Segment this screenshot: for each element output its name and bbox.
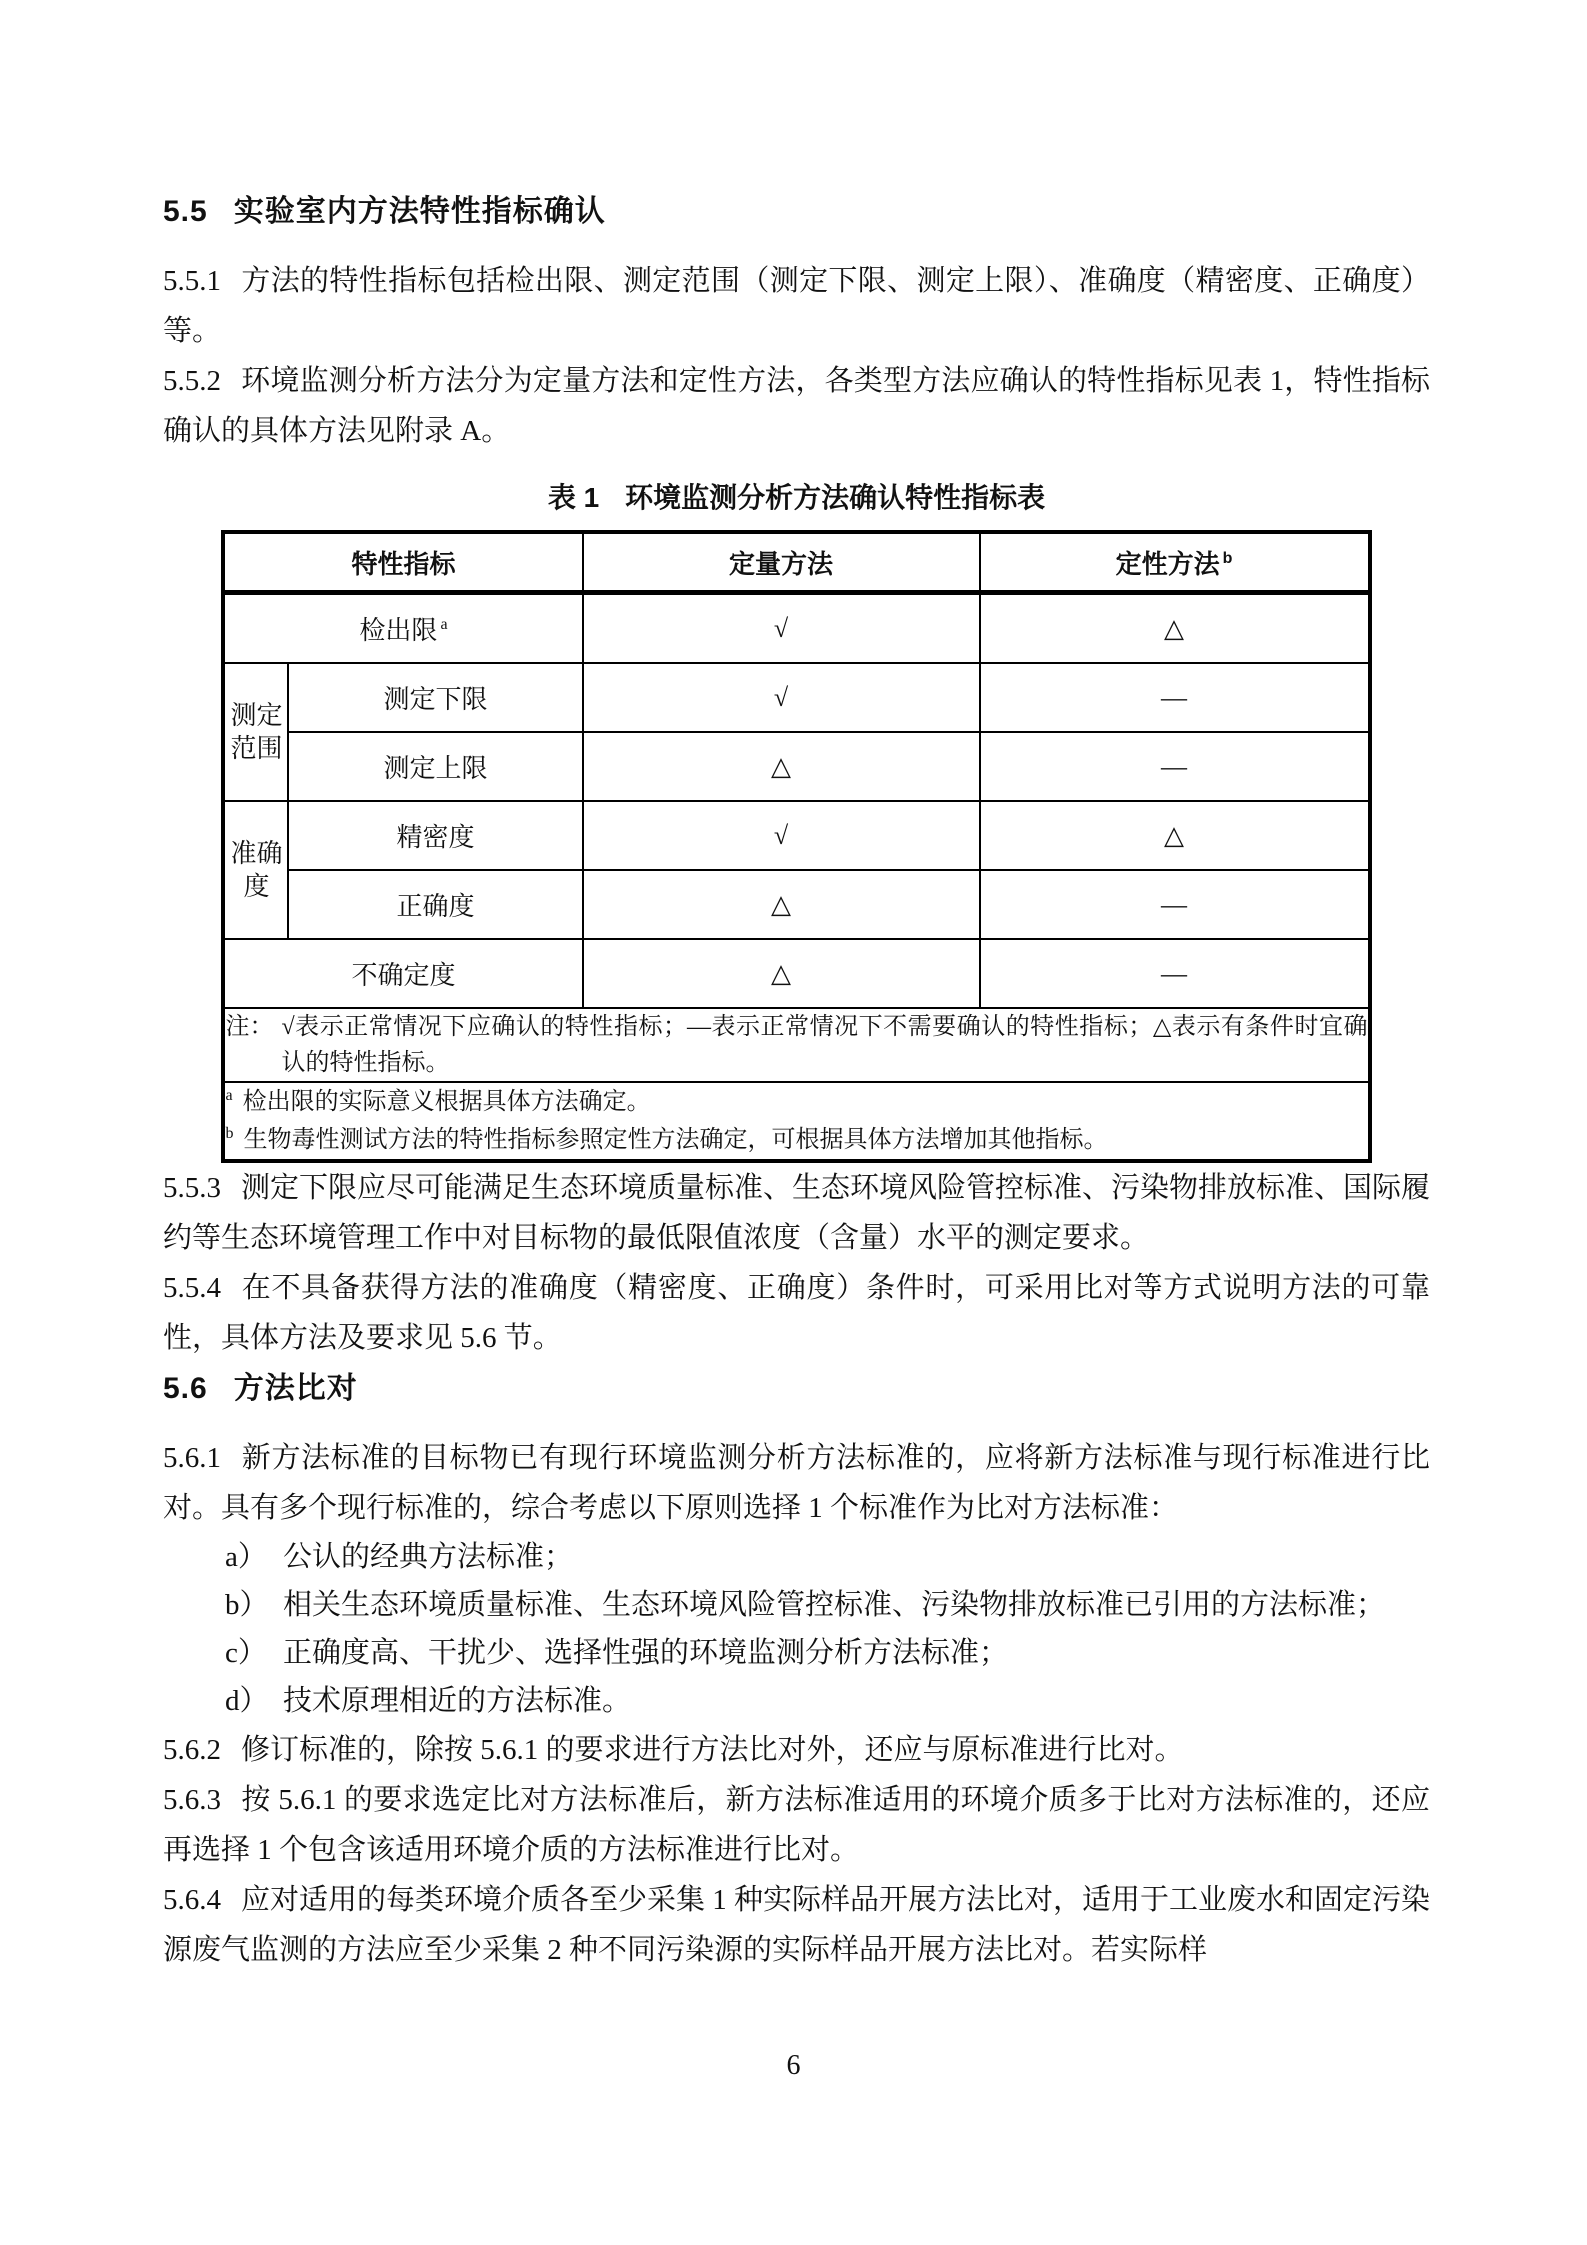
paragraph-5-6-2	[163, 1725, 1430, 1775]
page-number: 6	[786, 2050, 801, 2081]
footnote-a	[225, 1083, 1367, 1121]
paragraph-number: 5.5.1	[163, 265, 221, 297]
table-row-trueness	[223, 870, 1369, 939]
paragraph-text: 方法的特性指标包括检出限、测定范围（测定下限、测定上限）、准确度（精密度、正确度）等。	[163, 265, 1430, 347]
cell-quantitative-value: √	[583, 801, 980, 870]
section-title: 方法比对	[233, 1372, 358, 1405]
list-item-label: c）	[225, 1637, 267, 1669]
cell-quantitative-value: △	[583, 939, 980, 1008]
paragraph-number: 5.6.1	[163, 1442, 221, 1474]
paragraph-number: 5.6.3	[163, 1784, 221, 1816]
header-cell-indicator	[223, 532, 582, 593]
paragraph-5-6-1	[163, 1433, 1430, 1533]
header-label: 特性指标	[351, 548, 456, 579]
cell-label: 测定下限	[288, 663, 582, 732]
paragraph-text: 新方法标准的目标物已有现行环境监测分析方法标准的，应将新方法标准与现行标准进行比对。具有多个现行标准的，综合考虑以下原则选择 1 个标准作为比对方法标准：	[163, 1442, 1430, 1524]
paragraph-text: 修订标准的，除按 5.6.1 的要求进行方法比对外，还应与原标准进行比对。	[241, 1734, 1184, 1766]
cell-quantitative-value: √	[583, 593, 980, 664]
list-item-b	[225, 1581, 1430, 1629]
row-label: 检出限	[359, 616, 438, 645]
table-row-precision	[223, 801, 1369, 870]
list-item-c	[225, 1629, 1430, 1677]
cell-qualitative-value: —	[980, 939, 1370, 1008]
paragraph-number: 5.6.2	[163, 1734, 221, 1766]
note-label: 注：	[225, 1014, 274, 1040]
cell-label: 测定上限	[288, 732, 582, 801]
header-cell-quantitative	[583, 532, 980, 593]
list-item-text: 相关生态环境质量标准、生态环境风险管控标准、污染物排放标准已引用的方法标准；	[283, 1589, 1386, 1621]
cell-quantitative-value: √	[583, 663, 980, 732]
list-item-text: 正确度高、干扰少、选择性强的环境监测分析方法标准；	[283, 1637, 1009, 1669]
cell-quantitative-value: △	[583, 732, 980, 801]
section-number: 5.5	[163, 195, 208, 228]
paragraph-text: 环境监测分析方法分为定量方法和定性方法，各类型方法应确认的特性指标见表 1，特性指标确认的具体方法见附录 A。	[163, 365, 1430, 447]
table-caption	[163, 476, 1430, 516]
table-caption-title: 环境监测分析方法确认特性指标表	[625, 482, 1046, 513]
list-item-text: 公认的经典方法标准；	[283, 1541, 574, 1573]
list-item-label: b）	[225, 1589, 269, 1621]
paragraph-5-6-4	[163, 1875, 1430, 1975]
footnote-a-text: 检出限的实际意义根据具体方法确定。	[242, 1089, 651, 1115]
table-header-row	[223, 532, 1369, 593]
paragraph-text: 应对适用的每类环境介质各至少采集 1 种实际样品开展方法比对，适用于工业废水和固定污染源废气监测的方法应至少采集 2 种不同污染源的实际样品开展方法比对。若实际样	[163, 1884, 1431, 1966]
paragraph-text: 在不具备获得方法的准确度（精密度、正确度）条件时，可采用比对等方式说明方法的可靠性，具体方法及要求见 5.6 节。	[163, 1272, 1430, 1354]
cell-qualitative-value: △	[980, 593, 1370, 664]
footnote-marker-b: b	[1222, 549, 1233, 567]
table-caption-label: 表 1	[547, 482, 600, 513]
footnote-marker-a: a	[440, 616, 448, 634]
footnote-b-marker: b	[225, 1125, 234, 1142]
section-heading-5-6	[163, 1363, 1430, 1407]
table-note-cell	[223, 1008, 1369, 1082]
table-footnote-cell	[223, 1082, 1369, 1161]
list-item-a	[225, 1533, 1430, 1581]
paragraph-5-5-1	[163, 256, 1430, 356]
section-title: 实验室内方法特性指标确认	[233, 195, 606, 228]
cell-quantitative-value: △	[583, 870, 980, 939]
cell-qualitative-value: —	[980, 870, 1370, 939]
cell-label: 正确度	[288, 870, 582, 939]
paragraph-5-5-3	[163, 1163, 1430, 1263]
cell-qualitative-value: △	[980, 801, 1370, 870]
cell-qualitative-value: —	[980, 663, 1370, 732]
paragraph-number: 5.5.3	[163, 1172, 221, 1204]
section-number: 5.6	[163, 1372, 208, 1405]
footnote-b-text: 生物毒性测试方法的特性指标参照定性方法确定，可根据具体方法增加其他指标。	[243, 1127, 1108, 1153]
footnote-b	[225, 1121, 1367, 1159]
header-cell-qualitative	[980, 532, 1370, 593]
paragraph-5-5-4	[163, 1263, 1430, 1363]
document-content	[163, 186, 1430, 1975]
characteristics-table	[221, 530, 1371, 1163]
paragraph-number: 5.5.4	[163, 1272, 221, 1304]
cell-label: 不确定度	[223, 939, 582, 1008]
section-heading-5-5	[163, 186, 1430, 230]
paragraph-text: 测定下限应尽可能满足生态环境质量标准、生态环境风险管控标准、污染物排放标准、国际履约等生态环境管理工作中对目标物的最低限值浓度（含量）水平的测定要求。	[163, 1172, 1431, 1254]
paragraph-number: 5.5.2	[163, 365, 221, 397]
cell-label: 精密度	[288, 801, 582, 870]
table-footnote-row	[223, 1082, 1369, 1161]
list-item-text: 技术原理相近的方法标准。	[283, 1685, 632, 1717]
cell-qualitative-value: —	[980, 732, 1370, 801]
note-text: √表示正常情况下应确认的特性指标；—表示正常情况下不需要确认的特性指标；△表示有条件时宜确认的特性指标。	[281, 1014, 1368, 1076]
footnote-a-marker: a	[225, 1087, 233, 1104]
header-label: 定量方法	[728, 548, 833, 579]
paragraph-number: 5.6.4	[163, 1884, 221, 1916]
table-row-uncertainty	[223, 939, 1369, 1008]
table-row-detection-limit	[223, 593, 1369, 664]
paragraph-5-6-3	[163, 1775, 1430, 1875]
table-row-upper-limit	[223, 732, 1369, 801]
criteria-list	[163, 1533, 1430, 1725]
table-note-row	[223, 1008, 1369, 1082]
paragraph-text: 按 5.6.1 的要求选定比对方法标准后，新方法标准适用的环境介质多于比对方法标准的，还应再选择 1 个包含该适用环境介质的方法标准进行比对。	[163, 1784, 1430, 1866]
group-label-accuracy: 准确度	[223, 801, 288, 939]
table-note	[225, 1009, 1367, 1081]
list-item-d	[225, 1677, 1430, 1725]
cell-label	[223, 593, 582, 664]
table-row-lower-limit	[223, 663, 1369, 732]
list-item-label: d）	[225, 1685, 269, 1717]
paragraph-5-5-2	[163, 356, 1430, 456]
header-label: 定性方法	[1115, 548, 1220, 579]
group-label-range: 测定范围	[223, 663, 288, 801]
list-item-label: a）	[225, 1541, 267, 1573]
